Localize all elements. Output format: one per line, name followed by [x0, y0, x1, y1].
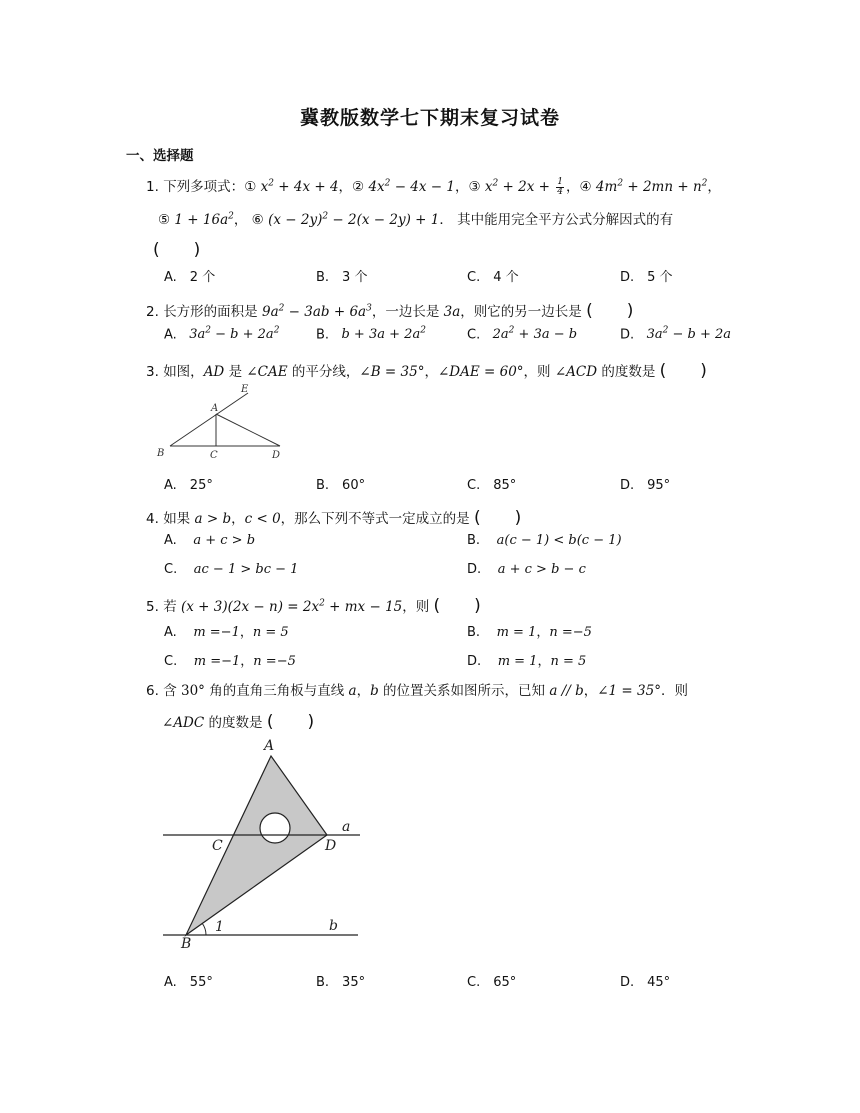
option-a[interactable]: A. 2 个 [164, 270, 216, 285]
label-a: A [211, 403, 219, 414]
ray-be [170, 393, 248, 446]
question-text: ，则 [523, 364, 551, 380]
label-line-a: a [342, 819, 351, 835]
question-text: ，则它的另一边长是 [460, 304, 582, 320]
question-text: 下列多项式： [163, 179, 245, 195]
option-letter: B. [467, 533, 481, 548]
option-d[interactable]: D. 45° [620, 975, 671, 990]
question-1-line-2: ⑤ $1 + 16a^2$， ⑥ $(x - 2y)^2 - 2(x - 2y) + 1$． 其中能用完全平方公式分解因式的有 [158, 211, 674, 228]
answer-paren: ( ) [433, 596, 481, 616]
option-a[interactable]: A. m =−1，n = 5 [164, 625, 289, 640]
math-expression: a // b [549, 683, 584, 699]
question-text: 是 [228, 364, 243, 380]
option-letter: D. [467, 562, 482, 577]
math-expression: 3a [443, 304, 461, 320]
item-marker: ③ [468, 179, 481, 195]
option-c[interactable]: C. m =−1，n =−5 [164, 654, 296, 669]
item-marker: ⑥ [251, 212, 264, 228]
answer-paren: ( ) [659, 361, 707, 381]
question-text: 则 [674, 683, 688, 699]
page-title: 冀教版数学七下期末复习试卷 [299, 107, 560, 129]
math-expression: ∠ACD [554, 364, 598, 380]
item-marker: ⑤ [158, 212, 171, 228]
question-3-figure [150, 380, 290, 462]
question-text: ，那么下列不等式一定成立的是 [280, 511, 470, 527]
math-expression: $x^2 + 4x + 4$ [260, 178, 339, 195]
answer-paren: ( ) [473, 508, 522, 528]
option-d[interactable]: D. m = 1，n = 5 [467, 654, 587, 669]
option-c[interactable]: C. ac − 1 > bc − 1 [164, 562, 299, 577]
math-expression: a > b [194, 511, 232, 527]
question-text: 的平分线， [291, 364, 360, 380]
label-c: C [210, 450, 218, 461]
question-text: 的度数是 [601, 364, 656, 380]
option-c[interactable]: C. 85° [467, 478, 517, 493]
question-number: 2. [146, 304, 159, 320]
label-d: D [325, 838, 337, 854]
option-letter: D. [467, 654, 482, 669]
section-heading: 一、选择题 [126, 148, 194, 164]
question-text: 含 [163, 683, 177, 699]
question-text: 角的直角三角板与直线 [209, 683, 345, 699]
question-6-line-2 [162, 707, 314, 732]
question-6-line-1: 6. 含 30° 角的直角三角板与直线 a，b 的位置关系如图所示，已知 a // b，∠1 = 35°．则 [146, 683, 688, 699]
question-6-figure [155, 735, 375, 955]
option-d[interactable]: D. 95° [620, 478, 671, 493]
option-a[interactable]: A. $3a^2 - b + 2a^2$ [164, 326, 280, 343]
math-expression: $4m^2 + 2mn + n^2$ [595, 178, 708, 195]
question-text: 如果 [163, 511, 191, 527]
question-text: 如图， [163, 364, 204, 380]
question-number: 3. [146, 364, 159, 380]
question-text: 的位置关系如图所示，已知 [383, 683, 546, 699]
option-letter: C. [164, 654, 178, 669]
answer-paren: ( ) [153, 240, 201, 260]
option-d[interactable]: D. a + c > b − c [467, 562, 586, 577]
label-b-vertex: B [181, 936, 192, 952]
label-angle-1: 1 [215, 919, 224, 935]
math-expression: 30° [180, 683, 205, 699]
label-c: C [212, 838, 223, 854]
question-text: 若 [163, 599, 177, 615]
math-expression: AD [203, 364, 225, 380]
option-a[interactable]: A. a + c > b [164, 533, 256, 548]
question-number: 4. [146, 511, 159, 527]
option-letter: D. [620, 327, 635, 343]
math-expression: ∠B = 35° [359, 364, 425, 380]
option-a[interactable]: A. 25° [164, 478, 213, 493]
question-number: 1. [146, 179, 159, 195]
option-c[interactable]: C. 65° [467, 975, 517, 990]
ruler-hole [260, 813, 290, 843]
math-expression: b [370, 683, 379, 699]
question-text: 长方形的面积是 [163, 304, 258, 320]
question-text: 其中能用完全平方公式分解因式的有 [457, 212, 674, 228]
option-b[interactable]: B. 35° [316, 975, 366, 990]
triangle-ruler [186, 756, 327, 935]
question-5 [146, 591, 481, 616]
option-letter: A. [164, 533, 177, 548]
option-d[interactable]: D. 5 个 [620, 270, 673, 285]
question-text: 的度数是 [208, 715, 263, 731]
math-expression: $9a^2 - 3ab + 6a^3$ [261, 303, 372, 320]
label-a-vertex: A [264, 738, 275, 754]
question-number: 6. [146, 683, 159, 699]
question-3: 3. 如图，AD 是 ∠CAE 的平分线，∠B = 35°，∠DAE = 60°，则 ∠ACD 的度数是 ( ) [146, 361, 707, 381]
math-expression: ∠ADC [162, 715, 205, 731]
math-expression: $(x + 3)(2x - n) = 2x^2$ + mx − 15 [180, 598, 403, 615]
math-expression: ∠DAE = 60° [437, 364, 524, 380]
option-letter: B. [316, 327, 330, 343]
math-expression: $(x - 2y)^2 - 2(x - 2y) + 1$ [268, 211, 440, 228]
label-e: E [241, 384, 249, 395]
option-b[interactable]: B. a(c − 1) < b(c − 1) [467, 533, 622, 548]
item-marker: ④ [579, 179, 592, 195]
option-a[interactable]: A. 55° [164, 975, 213, 990]
math-expression: $1 + 16a^2$ [174, 211, 234, 228]
item-marker: ② [352, 179, 365, 195]
math-expression: ∠CAE [246, 364, 288, 380]
question-text: ，则 [402, 599, 430, 615]
fraction: $\frac{1}{4}$ [557, 177, 564, 197]
question-1-line-1: 1. 下列多项式：① $x^2 + 4x + 4$，② $4x^2 - 4x - 1$，③ $x^2 + 2x$ + $\frac{1}{4}$ ，④ $4m^2 + 2mn + n^2$， [146, 177, 721, 197]
math-expression: c < 0 [244, 511, 281, 527]
option-b[interactable]: B. m = 1，n =−5 [467, 625, 592, 640]
question-4: 4. 如果 a > b，c < 0，那么下列不等式一定成立的是 ( ) [146, 508, 522, 528]
label-d: D [272, 450, 281, 461]
option-letter: A. [164, 327, 177, 343]
option-b[interactable]: B. 3 个 [316, 270, 368, 285]
option-letter: C. [467, 327, 481, 343]
question-2 [146, 296, 633, 321]
segment-ad [216, 414, 280, 446]
question-text: ，一边长是 [371, 304, 440, 320]
option-c[interactable]: C. $2a^2 + 3a - b$ [467, 326, 578, 343]
item-marker: ① [244, 179, 257, 195]
label-b: B [157, 448, 165, 459]
angle-1-arc [202, 923, 206, 935]
option-c[interactable]: C. 4 个 [467, 270, 519, 285]
option-d[interactable]: D. $3a^2 - b + 2a$ [620, 326, 732, 343]
question-number: 5. [146, 599, 159, 615]
option-b[interactable]: B. 60° [316, 478, 366, 493]
label-line-b: b [329, 918, 338, 934]
math-expression: $x^2 + 2x$ + $\frac{1}{4}$ [484, 177, 564, 197]
option-letter: A. [164, 625, 177, 640]
math-expression: $4x^2 - 4x - 1$ [368, 178, 455, 195]
option-letter: C. [164, 562, 178, 577]
math-expression: a [348, 683, 357, 699]
option-b[interactable]: B. $b + 3a + 2a^2$ [316, 326, 426, 343]
answer-paren: ( ) [586, 301, 634, 321]
math-expression: ∠1 = 35° [597, 683, 661, 699]
answer-paren: ( ) [266, 712, 315, 732]
option-letter: B. [467, 625, 481, 640]
